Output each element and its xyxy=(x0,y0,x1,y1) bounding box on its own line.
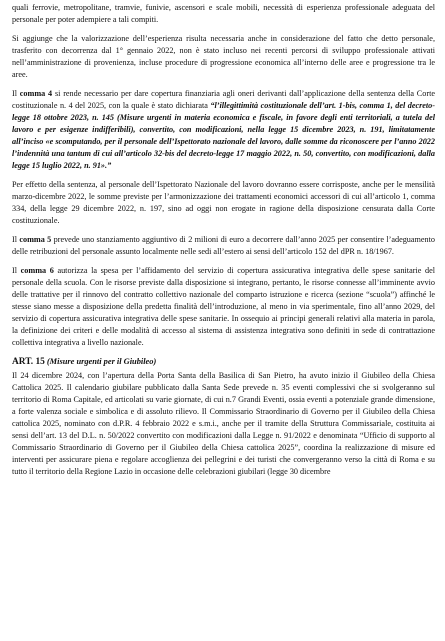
paragraph-railways-continuation: quali ferrovie, metropolitane, tramvie, funivie, ascensori e scale mobili, necessità di esperienza professionale adeguata del personale per poter adempiere a tali compiti. xyxy=(12,3,435,24)
comma-5-text: prevede uno stanziamento aggiuntivo di 2 milioni di euro a decorrere dall’anno 2025 per consentire l’adeguamento delle retribuzioni del personale assunto localmente nelle sedi all’estero ai sensi dell’articolo 152 del dPR n. 18/1967. xyxy=(12,235,435,256)
paragraph-comma-4 xyxy=(12,88,435,172)
section-title: (Misure urgenti per il Giubileo) xyxy=(46,357,157,366)
comma-4-text: si rende necessario per dare copertura finanziaria agli oneri derivanti dall’applicazione della sentenza della Corte costituzionale n. 4 del 2025, con la quale è stato dichiarata xyxy=(12,89,435,110)
section-number: ART. 15 xyxy=(12,357,45,367)
comma-4-quote: “l’illegittimità costituzionale dell’art. 1-bis, comma 1, del decreto-legge 18 ottobre 2023, n. 145 (Misure urgenti in materia economica e fiscale, in favore degli enti territoriali, a tutela del lavoro e per esigenze indifferibili), convertito, con modificazioni, nella legge 15 dicembre 2023, n. 191, limitatamente all’inciso «e scomputando, per il personale dell’Ispettorato nazionale del lavoro, dalle somme da riconoscere per l’anno 2022 l’indennità una tantum di cui all’articolo 32-bis del decreto-legge 17 maggio 2022, n. 50, convertito, con modificazioni, dalla legge 15 luglio 2022, n. 91».” xyxy=(12,101,436,170)
comma-4-lead: Il xyxy=(12,89,20,98)
comma-4-label: comma 4 xyxy=(19,89,53,98)
paragraph-sentence-effect: Per effetto della sentenza, al personale dell’Ispettorato Nazionale del lavoro dovranno essere corrisposte, anche per le mensilità marzo-dicembre 2022, le somme previste per l’armonizzazione dei trattamenti economici accessori di cui all’articolo 1, comma 334, della legge 29 dicembre 2022, n. 197, sino ad oggi non erogate in ragione della disposizione censurata dalla Corte costituzionale. xyxy=(12,180,435,225)
comma-5-label: comma 5 xyxy=(19,235,52,244)
paragraph-giubileo: Il 24 dicembre 2024, con l’apertura della Porta Santa della Basilica di San Pietro, ha avuto inizio il Giubileo della Chiesa Cattolica 2025. Il calendario giubilare pubblicato dalla Santa Sede prevede n. 35 eventi complessivi che si svolgeranno sul territorio di Roma Capitale, ed articolati su varie giornate, di cui n.7 Grandi Eventi, ossia eventi a potenziale grande dimensione, a forte valenza sociale e simbolica e di assoluto rilievo. Il Commissario Straordinario di Governo per il Giubileo della Chiesa cattolica 2025, nominato con d.P.R. 4 febbraio 2022 e s.m.i., anche per il tramite della Struttura Commissariale, costituita ai sensi dell’art. 13 del D.L. n. 50/2022 convertito con modificazioni dalla Legge n. 91/2022 e denominata “Ufficio di supporto al Commissario Straordinario di Governo per il Giubileo della Chiesa cattolica 2025”, coordina la realizzazione di misure ed interventi per assicurare piena e regolare accoglienza dei pellegrini e dei turisti che convergeranno verso la città di Roma e su tutto il territorio della Regione Lazio in occasione delle celebrazioni giubilari (legge 30 dicembre xyxy=(12,371,435,476)
comma-6-text: autorizza la spesa per l’affidamento del servizio di copertura assicurativa integrativa delle spese sanitarie del personale della scuola. Con le risorse previste dalla disposizione si integrano, pertanto, le risorse connesse all’imminente avvio delle trattative per il rinnovo del contratto collettivo nazionale del comparto istruzione e ricerca (sezione “scuola”) affinché le stesse siano messe a disposizione della predetta finalità dell’introduzione, al meno in via sperimentale, fino all’anno 2029, del servizio di copertura assicurativa integrativa delle spese sanitarie. In ossequio ai principi generali relativi alla materia in parola, la definizione dei criteri e delle modalità di accesso al sistema di assistenza integrativa sono definiti in sede di contrattazione collettiva integrativa a livello nazionale. xyxy=(12,266,435,347)
paragraph-experience-valorization: Si aggiunge che la valorizzazione dell’esperienza risulta necessaria anche in considerazione del fatto che detto personale, trasferito con decorrenza dal 1° gennaio 2022, non è stato incluso nei recenti percorsi di sviluppo professionale attivati nell’amministrazione di provenienza, incluse procedure di progressione economica all’interno delle aree e progressione tra le aree. xyxy=(12,34,435,79)
paragraph-comma-6 xyxy=(12,265,435,349)
section-heading xyxy=(12,356,435,368)
paragraph-comma-5 xyxy=(12,234,435,258)
comma-6-label: comma 6 xyxy=(20,266,54,275)
comma-6-lead: Il xyxy=(12,266,21,275)
comma-5-lead: Il xyxy=(12,235,20,244)
